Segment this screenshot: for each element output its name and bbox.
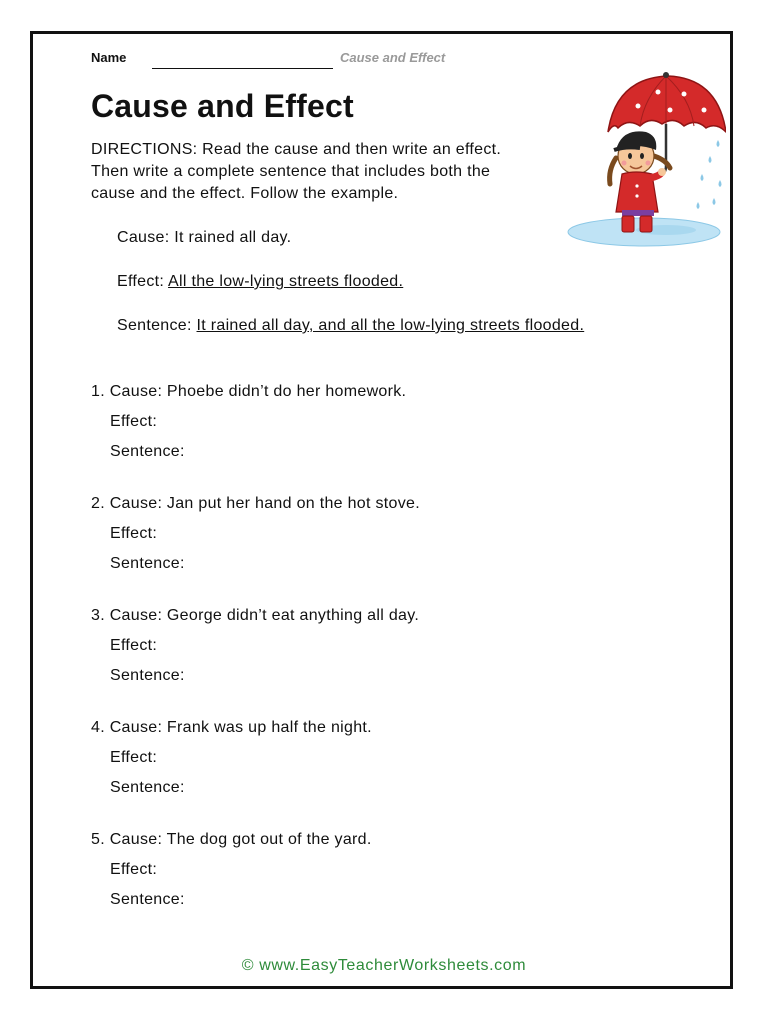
example-cause xyxy=(117,229,291,247)
page-title: Cause and Effect xyxy=(91,88,354,124)
question-5-cause: 5. Cause: The dog got out of the yard. xyxy=(91,831,372,848)
question-2-sentence-label: Sentence: xyxy=(110,555,185,572)
example-cause-label: Cause: xyxy=(117,229,170,246)
question-5-sentence-label: Sentence: xyxy=(110,891,185,908)
question-3-effect-label: Effect: xyxy=(110,637,158,654)
question-1-cause: 1. Cause: Phoebe didn’t do her homework. xyxy=(91,383,407,400)
example-sentence-text: It rained all day, and all the low-lying streets flooded. xyxy=(196,317,585,334)
question-1-effect-label: Effect: xyxy=(110,413,158,430)
directions-line: DIRECTIONS: Read the cause and then write an effect. xyxy=(91,141,502,158)
example-cause-text: It rained all day. xyxy=(174,229,292,246)
directions-line: Then write a complete sentence that includes both the xyxy=(91,163,491,180)
example-effect xyxy=(117,273,403,291)
question-1-sentence-label: Sentence: xyxy=(110,443,185,460)
question-4-sentence-label: Sentence: xyxy=(110,779,185,796)
example-sentence xyxy=(117,317,584,335)
question-3-cause: 3. Cause: George didn’t eat anything all day. xyxy=(91,607,420,624)
example-sentence-label: Sentence: xyxy=(117,317,192,334)
example-effect-text: All the low-lying streets flooded. xyxy=(168,273,404,290)
girl-with-umbrella-icon xyxy=(566,70,726,250)
footer-copyright: © www.EasyTeacherWorksheets.com xyxy=(241,957,527,974)
name-line xyxy=(152,68,333,69)
question-2-effect-label: Effect: xyxy=(110,525,158,542)
name-label: Name xyxy=(91,50,127,65)
directions-line: cause and the effect. Follow the example. xyxy=(91,185,399,202)
example-effect-label: Effect: xyxy=(117,273,165,290)
question-4-effect-label: Effect: xyxy=(110,749,158,766)
question-4-cause: 4. Cause: Frank was up half the night. xyxy=(91,719,372,736)
question-5-effect-label: Effect: xyxy=(110,861,158,878)
question-3-sentence-label: Sentence: xyxy=(110,667,185,684)
running-head: Cause and Effect xyxy=(340,50,446,65)
directions xyxy=(91,139,571,205)
question-2-cause: 2. Cause: Jan put her hand on the hot stove. xyxy=(91,495,420,512)
